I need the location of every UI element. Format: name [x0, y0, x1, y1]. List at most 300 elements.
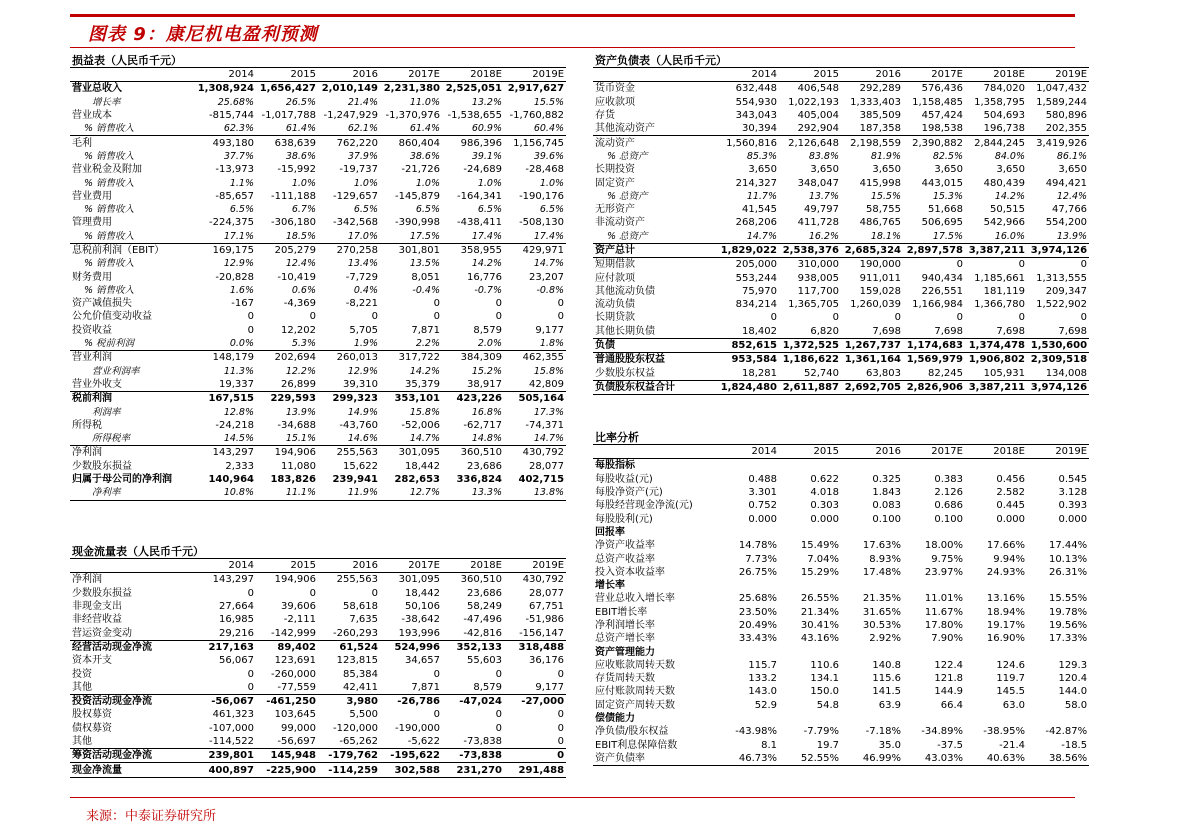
value-cell: 58,618 [343, 601, 378, 613]
value-cell: 953,584 [717, 353, 779, 367]
value-cell: 25.68% [738, 593, 777, 605]
value-cell: 54.8 [816, 699, 839, 711]
row-label: % 销售收入 [84, 204, 135, 216]
value-cell: 0 [433, 311, 440, 323]
table-row [593, 752, 1089, 766]
table-title: 损益表（人民币千元） [70, 53, 566, 68]
value-cell: 15.5% [870, 190, 901, 202]
value-cell: 16,776 [467, 271, 502, 283]
value-cell: 2,010,149 [321, 83, 378, 95]
table-row [593, 150, 1089, 163]
table-row [593, 512, 1089, 525]
value-cell: 411,728 [797, 217, 839, 229]
row-label: 资产减值损失 [72, 298, 132, 310]
value-cell: 6.7% [291, 204, 316, 216]
row-label: 利润率 [92, 406, 121, 418]
table-row [70, 378, 566, 392]
value-cell: 17.33% [1048, 633, 1088, 645]
row-label: 总资产收益率 [595, 553, 655, 565]
value-cell [965, 526, 1027, 539]
value-cell: 494,421 [1045, 177, 1088, 189]
value-cell: 27,664 [219, 601, 254, 613]
value-cell: 0 [495, 298, 502, 310]
row-label: 债权募资 [72, 722, 112, 734]
value-cell: 317,722 [380, 351, 442, 365]
value-cell: -815,744 [209, 110, 254, 122]
value-cell: 82.5% [932, 150, 963, 162]
value-cell: 0 [557, 722, 565, 734]
value-cell: 7,698 [996, 325, 1025, 337]
table-row [593, 473, 1089, 486]
row-label: 营业利润 [70, 351, 194, 365]
row-label: 应收账款周转天数 [595, 659, 675, 671]
value-cell: 0 [1080, 259, 1088, 271]
value-cell: 1,158,485 [912, 96, 963, 108]
value-cell: 124.6 [996, 659, 1025, 671]
value-cell: 2,198,559 [841, 136, 903, 150]
value-cell: -8,221 [345, 298, 378, 310]
value-cell: 2,685,324 [841, 243, 903, 257]
year-header-cell: 2018E [965, 445, 1027, 459]
value-cell: 461,323 [212, 709, 254, 721]
table-row [70, 587, 566, 600]
value-cell: -62,717 [463, 419, 502, 431]
value-cell: 1,260,039 [850, 299, 901, 311]
value-cell: -438,411 [457, 217, 502, 229]
value-cell: -1,247,929 [323, 110, 378, 122]
value-cell: 385,509 [859, 110, 901, 122]
value-cell: 12,202 [281, 324, 316, 336]
value-cell: 1.0% [353, 177, 378, 189]
value-cell: 1,530,600 [1027, 338, 1089, 352]
value-cell: -390,998 [395, 217, 440, 229]
row-label: % 销售收入 [84, 177, 135, 189]
table-row [70, 446, 566, 460]
value-cell: 1,374,478 [965, 338, 1027, 352]
table-row [593, 367, 1089, 381]
value-cell: 292,904 [797, 123, 839, 135]
value-cell: 9.75% [931, 553, 963, 565]
row-label: 短期借款 [595, 259, 635, 271]
value-cell: 13.2% [471, 96, 502, 108]
value-cell: 784,020 [983, 83, 1025, 95]
value-cell: -1,017,788 [261, 110, 316, 122]
value-cell: 26.31% [1048, 566, 1088, 578]
value-cell: 28,077 [529, 587, 565, 599]
value-cell: 14.7% [746, 230, 777, 242]
value-cell: -0.7% [474, 284, 502, 296]
year-header-cell: 2014 [194, 68, 256, 82]
value-cell: 0.456 [996, 473, 1025, 485]
value-cell: 33.43% [738, 633, 777, 645]
table-row [593, 645, 1089, 658]
value-cell: 38.56% [1027, 752, 1089, 766]
page-title: 图表 9：康尼机电盈利预测 [88, 24, 318, 45]
value-cell [779, 712, 841, 725]
value-cell: 51,668 [928, 204, 963, 216]
value-cell: 17.5% [409, 230, 440, 242]
value-cell: 39,310 [343, 378, 378, 390]
value-cell: 3,650 [934, 164, 963, 176]
table-row [70, 419, 566, 432]
table-row [593, 566, 1089, 579]
value-cell: 21.4% [347, 96, 378, 108]
value-cell: 35,379 [405, 378, 440, 390]
row-label: 回报率 [595, 526, 625, 538]
table-row [70, 654, 566, 667]
value-cell: 143,297 [212, 574, 254, 586]
value-cell: -142,999 [271, 627, 316, 639]
row-label: 公允价值变动收益 [72, 311, 152, 323]
value-cell: 194,906 [256, 446, 318, 460]
value-cell: 144.0 [1058, 686, 1088, 698]
row-label: 每股净资产(元) [595, 487, 663, 499]
value-cell: 7,698 [1058, 325, 1088, 337]
table-row [70, 460, 566, 473]
value-cell: 23.97% [924, 566, 963, 578]
value-cell: 6.5% [415, 204, 440, 216]
value-cell: 291,488 [504, 763, 566, 777]
year-header-cell: 2018E [965, 68, 1027, 82]
value-cell: 6.5% [229, 204, 254, 216]
value-cell: 18,442 [405, 587, 440, 599]
value-cell: -461,250 [256, 694, 318, 708]
value-cell [717, 712, 779, 725]
value-cell: 15.5% [533, 96, 565, 108]
value-cell: 19,337 [219, 378, 254, 390]
row-label: 所得税 [72, 419, 102, 431]
value-cell: 18,442 [405, 460, 440, 472]
value-cell: 353,101 [380, 392, 442, 406]
value-cell: 115.7 [748, 659, 777, 671]
value-cell: 638,639 [256, 136, 318, 150]
table-row [593, 459, 1089, 473]
table-row [593, 685, 1089, 698]
value-cell: 1,361,164 [841, 353, 903, 367]
row-label: 少数股东损益 [72, 460, 132, 472]
value-cell: 123,691 [274, 655, 316, 667]
value-cell: 134.1 [810, 673, 839, 685]
value-cell: 66.4 [940, 699, 963, 711]
value-cell: 30,394 [742, 123, 777, 135]
row-label: 净利润 [70, 446, 194, 460]
value-cell: 13.3% [442, 486, 504, 500]
value-cell: 17.44% [1048, 540, 1088, 552]
value-cell: -190,000 [395, 722, 440, 734]
value-cell: 0.686 [934, 500, 963, 512]
value-cell: 9,177 [535, 324, 565, 336]
table-title: 比率分析 [593, 430, 1089, 445]
year-header-cell: 2019E [504, 68, 566, 82]
value-cell: 12.4% [1056, 190, 1088, 202]
row-label: EBIT利息保障倍数 [595, 739, 678, 751]
table-row [70, 203, 566, 216]
value-cell: 12.8% [223, 406, 254, 418]
table-title: 现金流量表（人民币千元） [70, 544, 566, 559]
value-cell: 17.66% [986, 540, 1025, 552]
value-cell: 129.3 [1058, 659, 1088, 671]
row-label: EBIT增长率 [595, 606, 648, 618]
value-cell: 34,657 [405, 655, 440, 667]
row-label: 投资活动现金净流 [70, 694, 194, 708]
year-header-cell: 2016 [318, 559, 380, 573]
row-label: % 税前利润 [84, 338, 135, 350]
value-cell: 2.582 [996, 487, 1025, 499]
value-cell: 19.17% [986, 620, 1025, 631]
value-cell: 336,824 [456, 474, 502, 486]
value-cell: 49,797 [804, 204, 839, 216]
value-cell: 430,792 [522, 574, 565, 586]
value-cell: 35.0 [878, 739, 901, 751]
row-label: 货币资金 [595, 83, 635, 95]
value-cell: 214,327 [735, 177, 777, 189]
row-label: 非流动资产 [595, 217, 645, 229]
value-cell: -56,697 [277, 736, 316, 747]
table-row [70, 190, 566, 203]
value-cell [841, 526, 903, 539]
row-label: 每股股利(元) [595, 513, 653, 525]
value-cell: 121.8 [934, 673, 963, 685]
value-cell: 0 [247, 324, 254, 336]
value-cell: 37.7% [223, 150, 254, 162]
value-cell: 202,355 [1045, 123, 1088, 135]
value-cell: 17.80% [924, 620, 963, 631]
value-cell: 14.2% [994, 190, 1025, 202]
value-cell: 16.90% [986, 633, 1025, 645]
value-cell: 15.2% [471, 365, 502, 377]
value-cell: 1,569,979 [903, 353, 965, 367]
table-row [70, 310, 566, 323]
value-cell: 384,309 [442, 351, 504, 365]
value-cell: 405,004 [797, 110, 839, 122]
value-cell: 15.1% [285, 433, 316, 445]
value-cell: 301,095 [398, 574, 440, 586]
table-row [593, 552, 1089, 565]
value-cell: 0 [247, 681, 254, 693]
value-cell: 1.0% [477, 177, 502, 189]
row-label: 净利润增长率 [595, 620, 655, 631]
value-cell: 231,270 [442, 763, 504, 777]
value-cell: 0.752 [748, 500, 777, 512]
value-cell: 8,579 [473, 681, 502, 693]
value-cell: 15.3% [932, 190, 963, 202]
row-label: 长期贷款 [595, 312, 635, 324]
value-cell [903, 459, 965, 473]
table-row [593, 203, 1089, 216]
row-label: 流动资产 [593, 136, 717, 150]
value-cell: 20.49% [738, 620, 777, 631]
value-cell: 938,005 [797, 272, 839, 284]
row-label: 负债股东权益合计 [593, 380, 717, 394]
value-cell: 423,226 [442, 392, 504, 406]
value-cell: 5,500 [349, 709, 378, 721]
table-row [70, 351, 566, 365]
value-cell: 1,560,816 [717, 136, 779, 150]
year-header-row [593, 68, 1089, 82]
row-label: 毛利 [70, 136, 194, 150]
value-cell: 1,185,661 [974, 272, 1025, 284]
value-cell: 84.0% [994, 150, 1025, 162]
table-row [70, 432, 566, 446]
value-cell: 852,615 [717, 338, 779, 352]
value-cell: 343,043 [735, 110, 777, 122]
value-cell: 52.9 [754, 699, 777, 711]
value-cell: 7.90% [931, 633, 963, 645]
value-cell: 123,815 [336, 655, 378, 667]
value-cell: 13.8% [504, 486, 566, 500]
value-cell: -56,067 [194, 694, 256, 708]
value-cell: 14.6% [347, 433, 378, 445]
value-cell: 1,308,924 [197, 83, 254, 95]
value-cell: 187,358 [859, 123, 901, 135]
row-label: 普通股股东权益 [593, 353, 717, 367]
value-cell: 190,000 [859, 259, 901, 271]
value-cell: 148,179 [194, 351, 256, 365]
value-cell: 524,996 [380, 640, 442, 654]
table-row [593, 499, 1089, 512]
value-cell: 86.1% [1056, 150, 1088, 162]
table-row [70, 749, 566, 763]
table-row [593, 271, 1089, 284]
value-cell [779, 645, 841, 658]
row-label: 长期投资 [595, 164, 635, 176]
value-cell: 14.78% [738, 540, 777, 552]
row-label: 增长率 [92, 96, 121, 108]
row-label: 资本开支 [72, 655, 112, 667]
row-label: 总资产增长率 [595, 633, 655, 645]
year-header-cell: 2017E [903, 68, 965, 82]
table-row [70, 82, 566, 96]
value-cell: -85,657 [215, 190, 254, 202]
value-cell: 2,538,376 [779, 243, 841, 257]
row-label: 投资 [72, 668, 92, 680]
header-underline [70, 47, 1075, 48]
value-cell: 1,267,737 [841, 338, 903, 352]
value-cell [903, 526, 965, 539]
value-cell: -7.79% [803, 726, 839, 738]
value-cell [1027, 459, 1089, 473]
row-label: 财务费用 [72, 271, 112, 283]
value-cell: 0.083 [872, 500, 901, 512]
value-cell: 8,051 [411, 271, 440, 283]
value-cell: 12.9% [347, 365, 378, 377]
value-cell: 63.0 [1002, 699, 1025, 711]
row-label: 少数股东损益 [72, 587, 132, 599]
value-cell: -129,657 [333, 190, 378, 202]
value-cell: 0.488 [748, 473, 777, 485]
value-cell: 2.2% [415, 338, 440, 350]
value-cell: 2,390,882 [903, 136, 965, 150]
value-cell: 14.7% [533, 433, 565, 445]
row-label: 偿债能力 [595, 713, 635, 725]
value-cell: -260,000 [271, 668, 316, 680]
value-cell [717, 579, 779, 592]
row-label: % 销售收入 [84, 258, 135, 270]
value-cell: 443,015 [921, 177, 963, 189]
row-label: % 总资产 [607, 190, 648, 202]
value-cell: 42,411 [343, 681, 378, 693]
value-cell: 18.00% [924, 540, 963, 552]
value-cell: 0 [495, 311, 502, 323]
value-cell: 145.5 [996, 686, 1025, 698]
value-cell: 0 [309, 587, 316, 599]
value-cell: 26.55% [800, 593, 839, 605]
value-cell: 1.9% [353, 338, 378, 350]
value-cell: 11.0% [409, 96, 440, 108]
table-row [593, 380, 1089, 394]
value-cell: 117,700 [797, 285, 839, 297]
table-row [593, 216, 1089, 229]
value-cell: 480,439 [983, 177, 1025, 189]
value-cell: 16,985 [219, 614, 254, 626]
value-cell: -111,188 [271, 190, 316, 202]
value-cell: 19.56% [1048, 620, 1088, 631]
value-cell: 38.6% [285, 150, 316, 162]
value-cell: 2,525,051 [445, 83, 502, 95]
value-cell: 11.67% [924, 606, 963, 618]
value-cell: 14.5% [223, 433, 254, 445]
value-cell: 6,820 [810, 325, 839, 337]
value-cell: 14.2% [409, 365, 440, 377]
year-header-row [70, 68, 566, 82]
value-cell: -43.98% [735, 726, 777, 738]
value-cell: 183,826 [270, 474, 316, 486]
value-cell [903, 712, 965, 725]
value-cell: -179,762 [318, 749, 380, 763]
value-cell: -13,973 [215, 164, 254, 176]
table-row [70, 681, 566, 695]
value-cell: 0 [770, 312, 777, 324]
value-cell: 8.93% [869, 553, 901, 565]
row-label: 归属于母公司的净利润 [72, 474, 172, 486]
value-cell: 0 [557, 298, 565, 310]
year-header-cell: 2014 [194, 559, 256, 573]
year-header-cell: 2016 [318, 68, 380, 82]
value-cell: -47,024 [442, 694, 504, 708]
value-cell: 15.8% [409, 406, 440, 418]
value-cell: 14.7% [533, 258, 565, 270]
value-cell: 1.0% [291, 177, 316, 189]
value-cell: 1.843 [872, 487, 901, 499]
value-cell: 9,177 [535, 681, 565, 693]
value-cell: 26.75% [738, 566, 777, 578]
value-cell: 229,593 [256, 392, 318, 406]
value-cell: 18.1% [870, 230, 901, 242]
value-cell: 47,766 [1052, 204, 1088, 216]
value-cell: 0 [557, 668, 565, 680]
value-cell: 52,740 [804, 367, 839, 379]
value-cell [717, 645, 779, 658]
value-cell: 632,448 [735, 83, 777, 95]
value-cell: 940,434 [921, 272, 963, 284]
table-row [70, 573, 566, 587]
value-cell: 26,899 [281, 378, 316, 390]
value-cell: -77,559 [277, 681, 316, 693]
value-cell: 30.53% [862, 620, 901, 631]
value-cell: 299,323 [318, 392, 380, 406]
value-cell: -1,760,882 [509, 110, 565, 122]
value-cell [965, 459, 1027, 473]
row-label: 营业总收入 [72, 83, 122, 95]
value-cell: 429,971 [504, 243, 566, 257]
row-label: 营业税金及附加 [72, 164, 142, 176]
value-cell: 2,333 [225, 460, 254, 472]
value-cell: 23,207 [529, 271, 565, 283]
value-cell: -120,000 [333, 722, 378, 734]
table-row [70, 176, 566, 189]
value-cell: 37.9% [347, 150, 378, 162]
value-cell: 11.9% [318, 486, 380, 500]
